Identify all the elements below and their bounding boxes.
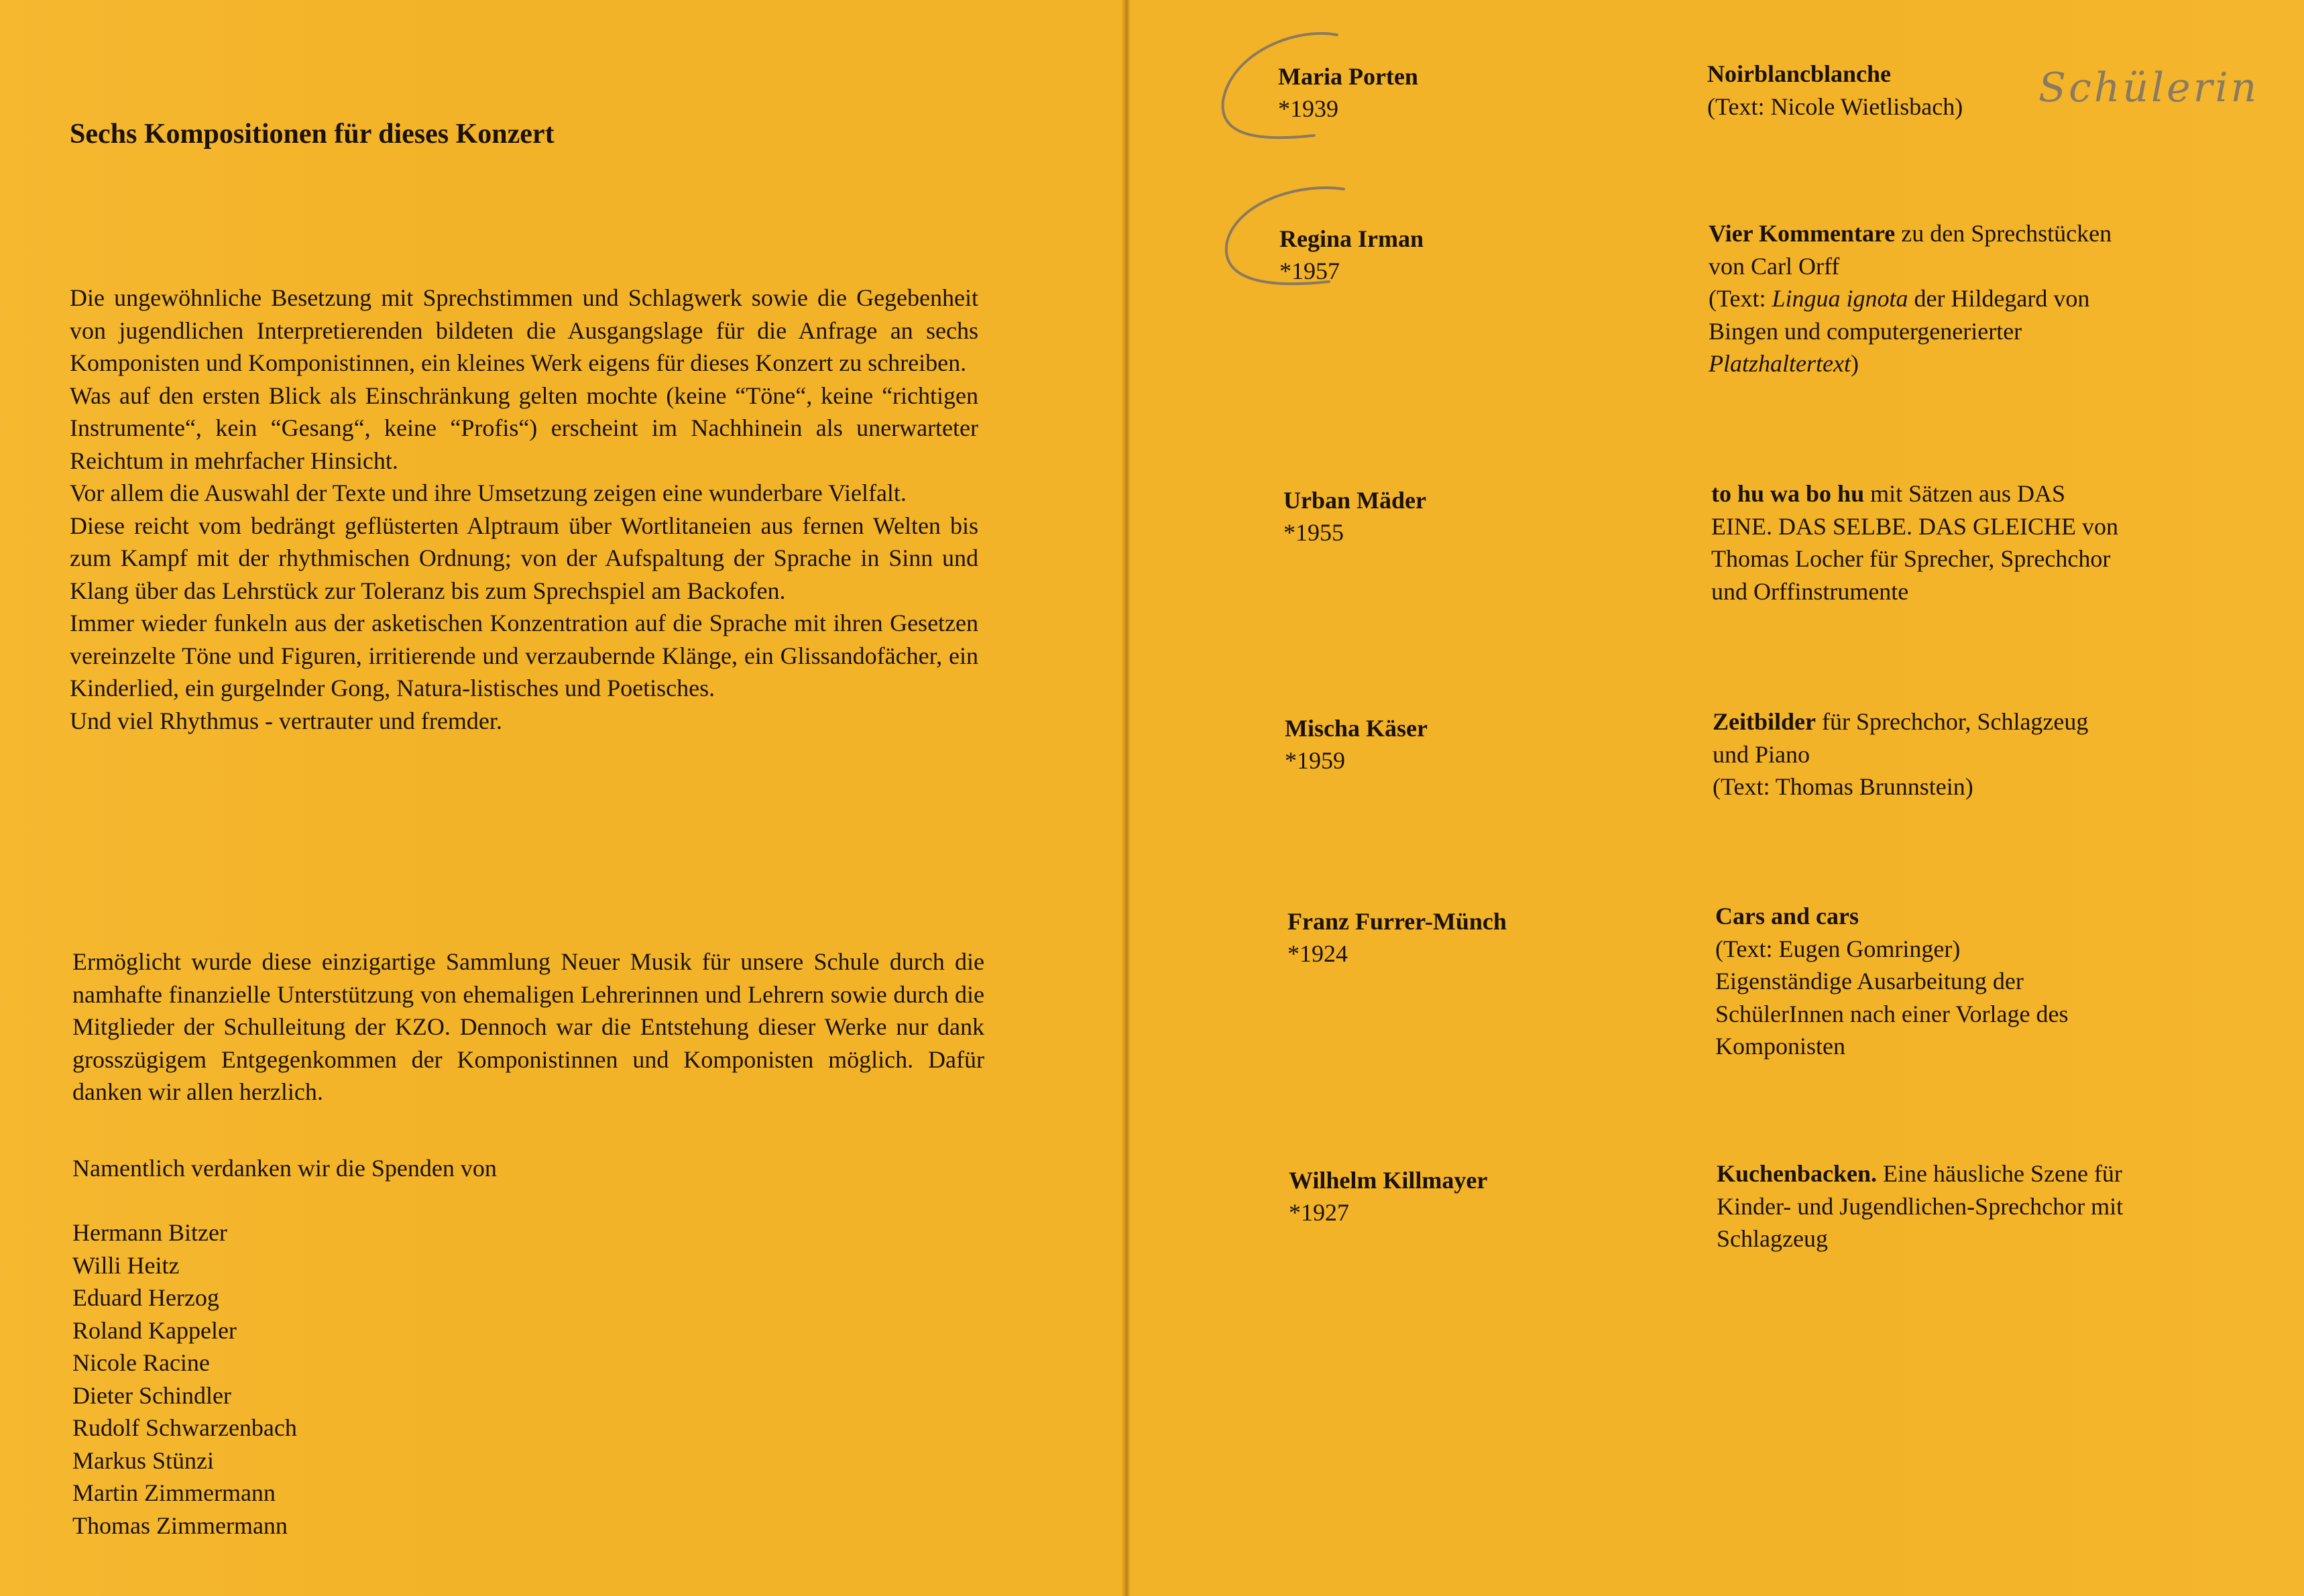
work-line: Bingen und computergenerierter	[1709, 317, 2022, 345]
work-title-rest: für Sprechchor, Schlagzeug	[1815, 708, 2089, 735]
work-line: Thomas Locher für Sprecher, Sprechchor	[1711, 545, 2111, 572]
composer-name: Urban Mäder	[1283, 487, 1426, 514]
donor-name: Markus Stünzi	[72, 1446, 214, 1474]
donor-name: Rudolf Schwarzenbach	[72, 1414, 297, 1441]
work-line: Kinder- und Jugendlichen-Sprechchor mit	[1717, 1192, 2124, 1220]
work-title: Vier Kommentare	[1709, 220, 1896, 247]
work-line: Schlagzeug	[1717, 1225, 1828, 1252]
thanks-paragraph: Ermöglicht wurde diese einzigartige Sammlung Neuer Musik für unsere Schule durch die namhafte finanzielle Unterstützung von ehemaligen Lehrerinnen und Lehrern sowie durch die Mitglieder der Schulleitung der KZO. Dennoch war die Entstehung dieser Werke nur dank grosszügigem Entgegenkommen der Komponistinnen und Komponisten möglich. Dafür danken wir allen herzlich.	[72, 948, 984, 1105]
work-text-suffix: der Hildegard von	[1908, 285, 2090, 312]
donor-name: Nicole Racine	[72, 1349, 210, 1376]
work-text-prefix: (Text:	[1709, 285, 1772, 312]
composer-year: *1924	[1287, 940, 1348, 967]
work-line: und Piano	[1713, 740, 1810, 768]
intro-paragraph: Immer wieder funkeln aus der asketischen Konzentration auf die Sprache mit ihren Gesetzen vereinzelte Töne und Figuren, irritierende und verzaubernde Klänge, ein Glissandofächer, ein Kinderlied, ein gurgelnder Gong, Natura-listisches und Poetisches.	[70, 610, 978, 701]
work-line: (Text: Eugen Gomringer)	[1715, 935, 1961, 962]
work-title-rest: mit Sätzen aus DAS	[1864, 480, 2066, 507]
work-line: Eigenständige Ausarbeitung der	[1715, 968, 2024, 994]
intro-paragraph: Vor allem die Auswahl der Texte und ihre Umsetzung zeigen eine wunderbare Vielfalt.	[70, 479, 907, 506]
pencil-bracket-mark	[1223, 34, 1337, 137]
work-title-rest: zu den Sprechstücken	[1895, 220, 2112, 247]
work-title: Cars and cars	[1715, 903, 1859, 929]
work-line: EINE. DAS SELBE. DAS GLEICHE von	[1711, 512, 2118, 540]
donor-name: Eduard Herzog	[72, 1284, 219, 1311]
work-line: Komponisten	[1715, 1033, 1845, 1060]
donor-name: Martin Zimmermann	[72, 1479, 276, 1506]
work-line: (Text: Nicole Wietlisbach)	[1707, 93, 1963, 120]
intro-paragraph: Was auf den ersten Blick als Einschränkung gelten mochte (keine “Töne“, keine “richtigen Instrumente“, kein “Gesang“, keine “Profis“) erscheint im Nachhinein als unerwarteter Reichtum in mehrfacher Hinsicht.	[70, 382, 978, 474]
composer-year: *1959	[1285, 747, 1345, 774]
donor-name: Willi Heitz	[72, 1251, 180, 1279]
donor-name: Roland Kappeler	[72, 1316, 237, 1344]
work-line: SchülerInnen nach einer Vorlage des	[1715, 1000, 2069, 1027]
donors-intro: Namentlich verdanken wir die Spenden von	[72, 1155, 497, 1182]
pencil-bracket-mark	[1226, 188, 1344, 284]
work-text-italic: Lingua ignota	[1772, 285, 1908, 312]
handwritten-note: Schülerin	[2038, 64, 2260, 111]
work-title-rest: Eine häusliche Szene für	[1877, 1160, 2122, 1187]
intro-paragraph: Die ungewöhnliche Besetzung mit Sprechstimmen und Schlagwerk sowie die Gegebenheit von jugendlichen Interpretierenden bildeten die Ausgangslage für die Anfrage an sechs Komponisten und Komponistinnen, ein kleines Werk eigens für dieses Konzert zu schreiben.	[70, 284, 978, 376]
work-line: (Text: Thomas Brunnstein)	[1713, 773, 1973, 800]
intro-paragraph: Diese reicht vom bedrängt geflüsterten Alptraum über Wortlitaneien aus fernen Welten bis zum Kampf mit der rhythmischen Ordnung; von der Aufspaltung der Sprache in Sinn und Klang über das Lehrstück zur Toleranz bis zum Sprechspiel am Backofen.	[70, 512, 978, 604]
composer-year: *1955	[1283, 519, 1344, 546]
work-line: und Orffinstrumente	[1711, 577, 1909, 605]
composer-name: Franz Furrer-Münch	[1287, 908, 1507, 935]
work-line: von Carl Orff	[1709, 252, 1840, 280]
work-closing: )	[1850, 350, 1859, 377]
composer-year: *1939	[1278, 95, 1338, 122]
donor-name: Thomas Zimmermann	[72, 1512, 288, 1539]
work-italic-line: Platzhaltertext	[1709, 350, 1851, 377]
donor-name: Hermann Bitzer	[72, 1219, 227, 1246]
page-heading: Sechs Kompositionen für dieses Konzert	[70, 119, 555, 150]
composer-name: Wilhelm Killmayer	[1289, 1167, 1488, 1194]
composer-year: *1927	[1289, 1199, 1349, 1226]
intro-paragraph: Und viel Rhythmus - vertrauter und fremder.	[70, 707, 502, 734]
composer-name: Regina Irman	[1279, 225, 1424, 252]
work-title: to hu wa bo hu	[1711, 480, 1865, 507]
work-title: Zeitbilder	[1713, 708, 1816, 735]
donor-name: Dieter Schindler	[72, 1381, 231, 1409]
composer-year: *1957	[1279, 258, 1340, 284]
work-title: Kuchenbacken.	[1717, 1160, 1878, 1187]
composer-name: Mischa Käser	[1285, 715, 1428, 742]
composer-name: Maria Porten	[1278, 63, 1418, 90]
work-title: Noirblancblanche	[1707, 60, 1892, 87]
